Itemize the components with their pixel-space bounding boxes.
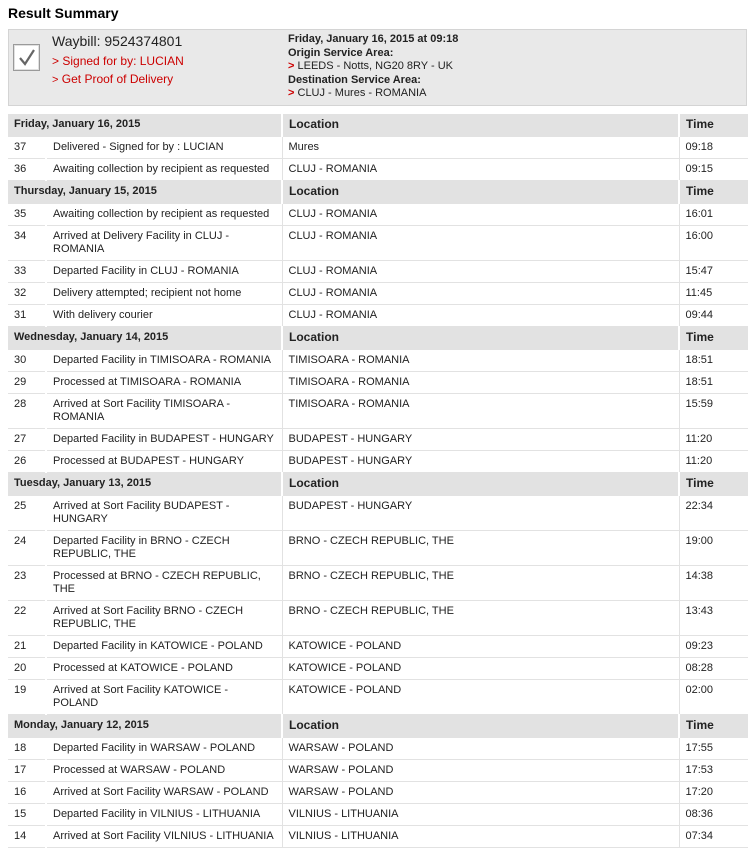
table-row: [8, 601, 748, 636]
event-description: Processed at KATOWICE - POLAND: [46, 658, 282, 680]
shipment-info: [288, 33, 458, 101]
red-arrow-icon: >: [52, 54, 60, 68]
location-column-header: Location: [282, 181, 679, 205]
event-description: Processed at TIMISOARA - ROMANIA: [46, 372, 282, 394]
table-row: [8, 159, 748, 181]
event-location: CLUJ - ROMANIA: [282, 226, 679, 261]
event-number: 31: [8, 305, 46, 327]
event-time: 19:00: [679, 531, 748, 566]
event-number: 15: [8, 804, 46, 826]
signed-for-text: Signed for by: LUCIAN: [62, 54, 184, 68]
result-summary-panel: [8, 29, 747, 106]
event-time: 15:59: [679, 394, 748, 429]
date-group-header: [8, 327, 748, 351]
event-number: 34: [8, 226, 46, 261]
event-location: WARSAW - POLAND: [282, 738, 679, 760]
destination-value-text: CLUJ - Mures - ROMANIA: [297, 87, 427, 99]
event-time: 09:23: [679, 636, 748, 658]
event-location: BUDAPEST - HUNGARY: [282, 496, 679, 531]
origin-value: [288, 60, 458, 74]
event-location: CLUJ - ROMANIA: [282, 204, 679, 226]
red-arrow-icon: >: [288, 87, 295, 99]
event-description: Arrived at Sort Facility WARSAW - POLAND: [46, 782, 282, 804]
event-description: Departed Facility in KATOWICE - POLAND: [46, 636, 282, 658]
event-time: 08:28: [679, 658, 748, 680]
event-location: Mures: [282, 137, 679, 159]
event-description: Departed Facility in BUDAPEST - HUNGARY: [46, 429, 282, 451]
checkmark-icon: [13, 44, 40, 71]
event-location: KATOWICE - POLAND: [282, 680, 679, 715]
event-number: 18: [8, 738, 46, 760]
event-location: CLUJ - ROMANIA: [282, 159, 679, 181]
event-number: 30: [8, 350, 46, 372]
event-time: 14:38: [679, 566, 748, 601]
group-date: Wednesday, January 14, 2015: [8, 327, 282, 351]
event-time: 17:55: [679, 738, 748, 760]
event-time: 13:43: [679, 601, 748, 636]
event-location: WARSAW - POLAND: [282, 760, 679, 782]
group-date: Tuesday, January 13, 2015: [8, 473, 282, 497]
proof-of-delivery-link[interactable]: [52, 72, 173, 86]
event-description: Processed at WARSAW - POLAND: [46, 760, 282, 782]
table-row: [8, 137, 748, 159]
event-time: 16:00: [679, 226, 748, 261]
event-time: 22:34: [679, 496, 748, 531]
table-row: [8, 738, 748, 760]
tracking-events-table: [8, 114, 748, 848]
event-number: 14: [8, 826, 46, 848]
event-description: Departed Facility in BRNO - CZECH REPUBLIC, THE: [46, 531, 282, 566]
event-time: 15:47: [679, 261, 748, 283]
table-row: [8, 226, 748, 261]
event-time: 07:34: [679, 826, 748, 848]
event-description: Awaiting collection by recipient as requested: [46, 204, 282, 226]
event-number: 24: [8, 531, 46, 566]
event-location: BUDAPEST - HUNGARY: [282, 451, 679, 473]
proof-of-delivery-text: Get Proof of Delivery: [61, 72, 174, 86]
table-row: [8, 680, 748, 715]
table-row: [8, 782, 748, 804]
event-description: Departed Facility in WARSAW - POLAND: [46, 738, 282, 760]
event-number: 20: [8, 658, 46, 680]
event-time: 09:18: [679, 137, 748, 159]
table-row: [8, 283, 748, 305]
event-time: 17:53: [679, 760, 748, 782]
event-number: 16: [8, 782, 46, 804]
time-column-header: Time: [679, 715, 748, 739]
time-column-header: Time: [679, 327, 748, 351]
event-number: 32: [8, 283, 46, 305]
event-location: TIMISOARA - ROMANIA: [282, 350, 679, 372]
table-row: [8, 372, 748, 394]
event-time: 09:44: [679, 305, 748, 327]
event-description: Departed Facility in TIMISOARA - ROMANIA: [46, 350, 282, 372]
event-description: Arrived at Delivery Facility in CLUJ - ROMANIA: [46, 226, 282, 261]
signed-for-link[interactable]: [52, 54, 184, 68]
table-row: [8, 496, 748, 531]
event-time: 09:15: [679, 159, 748, 181]
event-time: 18:51: [679, 372, 748, 394]
time-column-header: Time: [679, 473, 748, 497]
event-location: KATOWICE - POLAND: [282, 658, 679, 680]
event-time: 02:00: [679, 680, 748, 715]
event-location: TIMISOARA - ROMANIA: [282, 372, 679, 394]
event-number: 27: [8, 429, 46, 451]
location-column-header: Location: [282, 114, 679, 137]
event-number: 33: [8, 261, 46, 283]
event-number: 28: [8, 394, 46, 429]
location-column-header: Location: [282, 715, 679, 739]
event-location: TIMISOARA - ROMANIA: [282, 394, 679, 429]
event-description: Arrived at Sort Facility TIMISOARA - ROMANIA: [46, 394, 282, 429]
table-row: [8, 204, 748, 226]
event-number: 22: [8, 601, 46, 636]
table-row: [8, 305, 748, 327]
event-number: 23: [8, 566, 46, 601]
event-description: Awaiting collection by recipient as requested: [46, 159, 282, 181]
event-description: With delivery courier: [46, 305, 282, 327]
destination-label: Destination Service Area:: [288, 73, 421, 86]
red-arrow-icon: >: [52, 74, 59, 86]
event-description: Processed at BRNO - CZECH REPUBLIC, THE: [46, 566, 282, 601]
location-column-header: Location: [282, 473, 679, 497]
event-description: Arrived at Sort Facility KATOWICE - POLAND: [46, 680, 282, 715]
table-row: [8, 429, 748, 451]
event-number: 21: [8, 636, 46, 658]
table-row: [8, 261, 748, 283]
event-time: 17:20: [679, 782, 748, 804]
group-date: Monday, January 12, 2015: [8, 715, 282, 739]
event-description: Processed at BUDAPEST - HUNGARY: [46, 451, 282, 473]
event-time: 18:51: [679, 350, 748, 372]
group-date: Friday, January 16, 2015: [8, 114, 282, 137]
event-number: 19: [8, 680, 46, 715]
event-location: CLUJ - ROMANIA: [282, 283, 679, 305]
table-row: [8, 451, 748, 473]
event-time: 16:01: [679, 204, 748, 226]
table-row: [8, 531, 748, 566]
page-title: Result Summary: [8, 5, 119, 21]
date-group-header: [8, 473, 748, 497]
delivery-date: Friday, January 16, 2015 at 09:18: [288, 33, 459, 45]
event-number: 36: [8, 159, 46, 181]
date-group-header: [8, 114, 748, 137]
event-location: KATOWICE - POLAND: [282, 636, 679, 658]
table-row: [8, 826, 748, 848]
table-row: [8, 658, 748, 680]
event-description: Arrived at Sort Facility VILNIUS - LITHUANIA: [46, 826, 282, 848]
table-row: [8, 394, 748, 429]
event-location: BRNO - CZECH REPUBLIC, THE: [282, 601, 679, 636]
origin-label: Origin Service Area:: [288, 46, 394, 59]
event-description: Delivery attempted; recipient not home: [46, 283, 282, 305]
event-location: VILNIUS - LITHUANIA: [282, 804, 679, 826]
event-time: 11:20: [679, 429, 748, 451]
date-group-header: [8, 715, 748, 739]
event-number: 25: [8, 496, 46, 531]
event-location: VILNIUS - LITHUANIA: [282, 826, 679, 848]
event-number: 37: [8, 137, 46, 159]
event-number: 35: [8, 204, 46, 226]
waybill-number: Waybill: 9524374801: [52, 33, 183, 49]
table-row: [8, 804, 748, 826]
event-number: 29: [8, 372, 46, 394]
red-arrow-icon: >: [288, 60, 295, 72]
event-description: Arrived at Sort Facility BUDAPEST - HUNGARY: [46, 496, 282, 531]
origin-value-text: LEEDS - Notts, NG20 8RY - UK: [297, 60, 453, 72]
event-number: 17: [8, 760, 46, 782]
event-description: Arrived at Sort Facility BRNO - CZECH REPUBLIC, THE: [46, 601, 282, 636]
destination-value: [288, 87, 458, 101]
table-row: [8, 566, 748, 601]
event-location: CLUJ - ROMANIA: [282, 305, 679, 327]
event-description: Departed Facility in CLUJ - ROMANIA: [46, 261, 282, 283]
event-time: 11:45: [679, 283, 748, 305]
event-location: WARSAW - POLAND: [282, 782, 679, 804]
event-time: 11:20: [679, 451, 748, 473]
location-column-header: Location: [282, 327, 679, 351]
table-row: [8, 636, 748, 658]
time-column-header: Time: [679, 181, 748, 205]
event-description: Delivered - Signed for by : LUCIAN: [46, 137, 282, 159]
event-location: BUDAPEST - HUNGARY: [282, 429, 679, 451]
table-row: [8, 350, 748, 372]
event-location: CLUJ - ROMANIA: [282, 261, 679, 283]
event-location: BRNO - CZECH REPUBLIC, THE: [282, 566, 679, 601]
group-date: Thursday, January 15, 2015: [8, 181, 282, 205]
event-number: 26: [8, 451, 46, 473]
time-column-header: Time: [679, 114, 748, 137]
date-group-header: [8, 181, 748, 205]
event-time: 08:36: [679, 804, 748, 826]
table-row: [8, 760, 748, 782]
event-location: BRNO - CZECH REPUBLIC, THE: [282, 531, 679, 566]
event-description: Departed Facility in VILNIUS - LITHUANIA: [46, 804, 282, 826]
